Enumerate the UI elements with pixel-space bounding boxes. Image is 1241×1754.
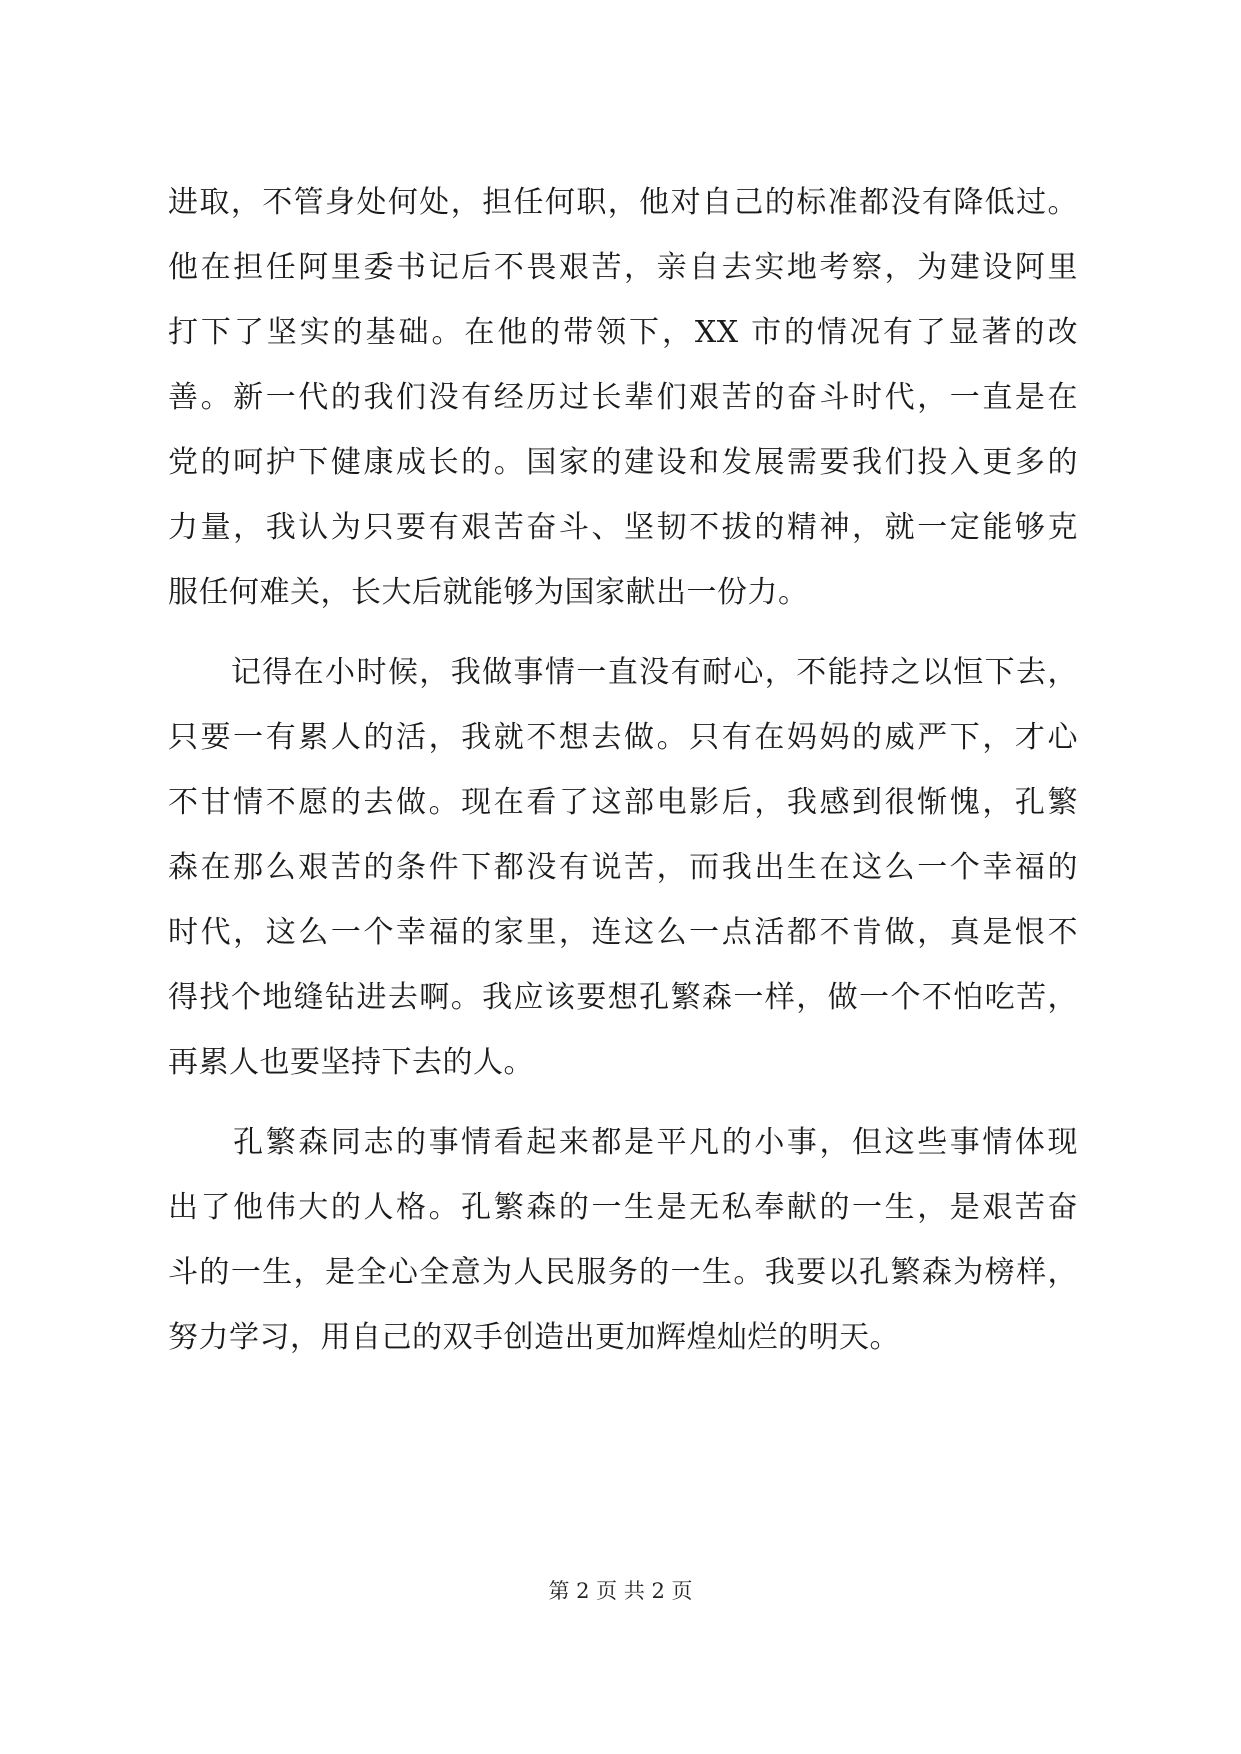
text-line: 得找个地缝钻进去啊。我应该要想孔繁森一样，做一个不怕吃苦， (168, 980, 1078, 1015)
text-line: 记得在小时候，我做事情一直没有耐心，不能持之以恒下去， (168, 655, 1078, 690)
text-line: 出了他伟大的人格。孔繁森的一生是无私奉献的一生，是艰苦奋 (168, 1190, 1078, 1225)
text-line: 力量，我认为只要有艰苦奋斗、坚韧不拔的精神，就一定能够克 (168, 510, 1078, 545)
body-text (168, 170, 1078, 1370)
text-line: 打下了坚实的基础。在他的带领下，XX 市的情况有了显著的改 (168, 315, 1078, 350)
text-line: 只要一有累人的活，我就不想去做。只有在妈妈的威严下，才心 (168, 720, 1078, 755)
paragraph-2 (168, 640, 1078, 1095)
text-line: 努力学习，用自己的双手创造出更加辉煌灿烂的明天。 (168, 1320, 900, 1355)
text-line: 斗的一生，是全心全意为人民服务的一生。我要以孔繁森为榜样， (168, 1255, 1078, 1290)
paragraph-3 (168, 1110, 1078, 1370)
text-line: 进取，不管身处何处，担任何职，他对自己的标准都没有降低过。 (168, 185, 1078, 220)
text-line: 他在担任阿里委书记后不畏艰苦，亲自去实地考察，为建设阿里 (168, 250, 1078, 285)
text-line: 服任何难关，长大后就能够为国家献出一份力。 (168, 575, 809, 610)
text-line: 党的呵护下健康成长的。国家的建设和发展需要我们投入更多的 (168, 445, 1078, 480)
text-line: 再累人也要坚持下去的人。 (168, 1045, 534, 1080)
text-line: 森在那么艰苦的条件下都没有说苦，而我出生在这么一个幸福的 (168, 850, 1078, 885)
page-indicator: 第 2 页 共 2 页 (548, 1579, 693, 1603)
text-line: 时代，这么一个幸福的家里，连这么一点活都不肯做，真是恨不 (168, 915, 1078, 950)
text-line: 善。新一代的我们没有经历过长辈们艰苦的奋斗时代，一直是在 (168, 380, 1078, 415)
text-line: 孔繁森同志的事情看起来都是平凡的小事，但这些事情体现 (168, 1125, 1078, 1160)
text-line: 不甘情不愿的去做。现在看了这部电影后，我感到很惭愧，孔繁 (168, 785, 1078, 820)
paragraph-1 (168, 170, 1078, 625)
page-footer (0, 1576, 1241, 1606)
